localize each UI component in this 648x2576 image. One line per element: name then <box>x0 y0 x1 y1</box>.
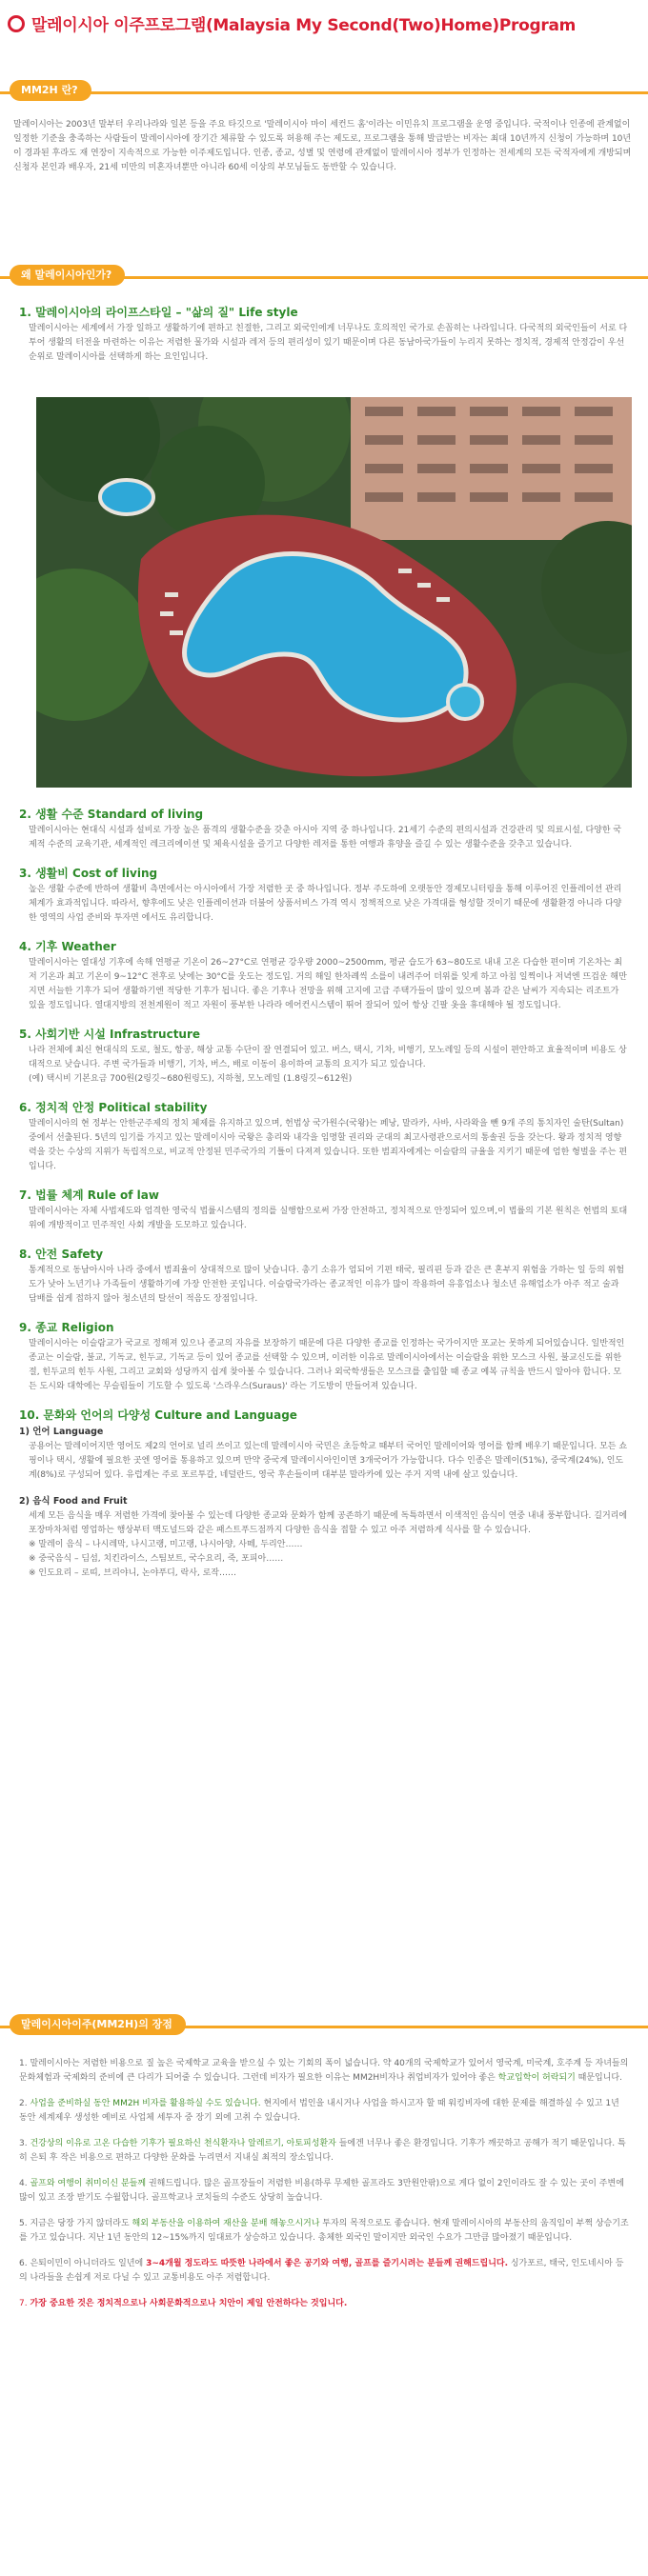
section-heading: 8. 안전 Safety <box>19 1248 104 1261</box>
section-text: 말레이시아는 자체 사법제도와 엄격한 영국식 법률시스템의 정의를 실행함으로써 가장 안전하고, 정치적으로 안정되어 있으며,이 법률의 기본 원칙은 헌법의 토대 위에 개방적이고 민주적인 사회 개발을 도모하고 있습니다. <box>29 1207 628 1230</box>
advantage-item <box>19 2057 629 2086</box>
item-number: 3. <box>19 2139 28 2148</box>
food-note: ※ 말레이 음식 – 나시레막, 나시고랭, 미고랭, 나시아양, 사떼, 두리안…… <box>29 1540 303 1549</box>
section-text: 말레이시아는 세계에서 가장 일하고 생활하기에 편하고 친절한, 그리고 외국인에게 너무나도 호의적인 국가로 손꼽히는 나라입니다. 다국적의 외국인들이 서로 다투어 생활의 터전을 마련하는 이유는 저렴한 물가와 시설과 레저 등의 편리성이 있기 때문이며 다른 동남아국가들이 누리지 못하는 정치적, 경제적 안정감이 우선순위로 말레이시아를 선택하게 하는 요인입니다. <box>29 324 628 362</box>
item-highlight: 학교입학이 허락되기 <box>497 2073 576 2083</box>
why-section-6 <box>19 1100 629 1174</box>
section-heading: 10. 문화와 언어의 다양성 Culture and Language <box>19 1408 297 1422</box>
advantages-list <box>19 2057 629 2323</box>
section-text: 통계적으로 동남아시아 나라 중에서 범죄율이 상대적으로 많이 낮습니다. 총기 소유가 엄되어 기편 태국, 필리핀 등과 같은 큰 혼부지 위험을 가하는 일 등의 위험도가 낮아 노년기나 가족들이 생활하기에 가장 안전한 곳입니다. 이슬람국가라는 종교적인 이유가 많이 작용하여 유흥업소나 청소년 유해업소가 아주 적고 술과 담배를 쉽게 접하지 않아 청소년의 탈선이 적음도 장점입니다. <box>29 1266 625 1304</box>
advantage-item <box>19 2257 629 2286</box>
section-text: 말레이시아는 열대성 기후에 속해 연평균 기온이 26~27°C로 연평균 강우량 2000~2500mm, 평균 습도가 63~80도로 내내 고온 다습한 편이며 기온차는 최저 기온과 최고 기온이 9~12°C 전후로 낮에는 30°C를 웃도는 정도입. 거의 해일 한차례씩 소를이 내려주어 더위를 잊게 하고 아침 일찍이나 저녁엔 뜨겁운 해만 지면 서늘한 기후가 되어 생활하기엔 적당한 기후가 됩니다. 좋은 기후나 전망을 위해 고지에 고급 주택가들이 많이 있으며 봄과 같은 날씨가 지속되는 리조트가 있을 정도입니다. 열대지방의 전천계원이 적고 자원이 풍부한 나라라 에어컨시스템이 뛰어 잘되어 있어 항상 긴팔 옷을 휴대해야 될 정도입니다. <box>29 958 627 1010</box>
why-sections-list <box>19 807 629 1581</box>
advantage-item <box>19 2097 629 2126</box>
why-section-3 <box>19 866 629 926</box>
section-tab-mm2h: MM2H 란? <box>10 80 91 101</box>
section-heading: 6. 정치적 안정 Political stability <box>19 1101 208 1114</box>
section-text: 높은 생활 수준에 반하여 생활비 측면에서는 아시아에서 가장 저렴한 곳 중 하나입니다. 정부 주도하에 오랫동안 경제모니터링을 통해 이루어진 인플레이션 관리체계가 효과적입니다. 따라서, 향후에도 낮은 인플레이션과 더불어 상품서비스 가격 역시 정책적으로 낮은 가격대를 형성할 것이기 때문에 생활환경 아니라 다양한 영역의 사업 준비와 투자면 에서도 유리합니다. <box>29 885 622 923</box>
item-highlight: 가장 중요한 것은 정치적으로나 사회문화적으로나 치안이 제일 안전하다는 것입니다. <box>30 2299 348 2308</box>
item-number: 2. <box>19 2099 28 2108</box>
food-note: ※ 인도요리 – 로띠, 브리야니, 논야푸디, 락사, 로작…… <box>29 1568 237 1578</box>
item-text: 지금은 당장 가지 않더라도 <box>30 2219 132 2228</box>
section-heading: 2. 생활 수준 Standard of living <box>19 808 204 821</box>
food-text: 세계 모든 음식을 매우 저렴한 가격에 찾아볼 수 있는데 다양한 종교와 문화가 함께 공존하기 때문에 독특하면서 이색적인 음식이 연중 내내 풍부합니다. 길거리에 포장마차처럼 영업하는 행상부터 맥도널드와 같은 패스트푸드점까지 다양한 음식을 접할 수 있고 아주 저렴하게 식사를 할 수 있습니다. <box>29 1511 628 1535</box>
item-text: 은퇴이민이 아니더라도 일년에 <box>30 2259 147 2268</box>
why-section-9 <box>19 1320 629 1394</box>
section-tab-advantages: 말레이시아이주(MM2H)의 장점 <box>10 2014 186 2035</box>
section-heading: 5. 사회기반 시설 Infrastructure <box>19 1028 201 1041</box>
item-number: 6. <box>19 2259 28 2268</box>
why-section-10 <box>19 1408 629 1581</box>
item-text: 싱가포르, 태국, 인도네시아 등의 나라들을 손쉽게 저로 다닐 수 있고 교통비용도 아주 저렴합니다. <box>19 2259 624 2283</box>
food-note: ※ 중국음식 – 딤섬, 치킨라이스, 스팀보트, 국수요리, 죽, 포피아…… <box>29 1554 284 1564</box>
item-highlight: 해외 부동산을 이용하여 재산을 분배 해놓으시거나 <box>132 2219 320 2228</box>
item-highlight: 건강상의 이유로 고온 다습한 기후가 필요하신 천식환자나 알레르기, 아토피성환자 <box>30 2139 336 2148</box>
section-heading: 3. 생활비 Cost of living <box>19 867 158 880</box>
item-text: 현지에서 법인을 내시거나 사업을 하시고자 할 때 워킹비자에 대한 문제를 해결하실 수 있고 1년 동안 세계제우 생성한 예비로 사업체 세투자 중 장기 외에 고취 수 있습니다. <box>19 2099 619 2123</box>
advantage-item <box>19 2137 629 2166</box>
advantage-item <box>19 2177 629 2206</box>
section-heading: 4. 기후 Weather <box>19 940 116 953</box>
section-text: 말레이시아의 현 정부는 안한군주제의 정치 체제를 유지하고 있으며, 헌법상 국가원수(국왕)는 페낭, 말라카, 사바, 사라왁을 뺀 9개 주의 통치자인 술탄(Sultan)중에서 선출된다. 5년의 임기를 가지고 있는 말레이시아 국왕은 총리와 내각을 임명할 권리와 군대의 최고사령관으로서의 통솔권 등을 갖는다. 왕과 정치적 영향력을 갖는 수상의 지위가 독립적으로, 비교적 안정된 민주국가의 기틀이 다져져 있습니다. 또한 범죄자에게는 이슬람의 규율을 지키기 때문에 엄한 형벌을 주는 편입니다. <box>29 1119 628 1171</box>
circle-icon <box>8 15 25 32</box>
mm2h-text: 말레이시아는 2003년 말부터 우리나라와 일본 등을 주요 타깃으로 '말레이시아 마이 세컨드 홈'이라는 이민유치 프로그램을 운영 중입니다. 국적이나 인종에 관계없이 일정한 기준을 충족하는 사람들이 말레이시아에 장기간 체류할 수 있도록 허용해 주는 제도로, 프로그램을 통해 발급받는 비자는 최대 10년까지 신청이 가능하며 10년이 경과된 후라도 재 연장이 지속적으로 가능한 이주제도입니다. 인종, 종교, 성별 및 연령에 관계없이 말레이시아 정부가 인정하는 전세계의 모든 국적자에게 개방되며 신청자 본인과 배우자, 21세 미만의 미혼자녀뿐만 아니라 60세 이상의 부모님들도 동반할 수 있습니다. <box>13 120 632 172</box>
item-text: 들에겐 너무나 좋은 환경입니다. 기후가 깨끗하고 공해가 적기 때문입니다. 특히 은퇴 후 작은 비용으로 편하고 다양한 문화를 누리면서 지내실 최적의 장소입니다. <box>19 2139 626 2163</box>
advantage-item <box>19 2217 629 2246</box>
why-section-2 <box>19 807 629 852</box>
why-section-1 <box>19 305 629 365</box>
why-section-5 <box>19 1027 629 1087</box>
item-text: 말레이시아는 저렴한 비용으로 질 높은 국제학교 교육을 받으실 수 있는 기회의 폭이 넓습니다. 약 40개의 국제학교가 있어서 영국계, 미국계, 호주계 등 자녀들의 문화체험과 국제화의 준비에 큰 다리가 되어줄 수 있습니다. 그런데 비자가 필요한 이유는 MM2H비자나 취업비자가 있어야 좋은 <box>19 2059 629 2083</box>
subsection-heading: 1) 언어 Language <box>19 1427 104 1437</box>
why-section-7 <box>19 1188 629 1233</box>
item-highlight: 골프와 여행이 취미이신 분들께 <box>30 2179 147 2188</box>
item-number: 5. <box>19 2219 28 2228</box>
language-text: 공용어는 말레이어지만 영어도 제2의 언어로 널리 쓰이고 있는데 말레이시아 국민은 초등학교 때부터 국어인 말레이어와 영어를 함께 배우기 때문입니다. 모든 쇼핑이나 택시, 생활에 필요한 곳엔 영어를 통용하고 있으며 만약 중국계 말레이시아인이면 3개국어가 가능합니다. 다수 인종은 말레이(51%), 중국계(24%), 인도계(8%)로 구성되어 있다. 유럽계는 주로 포르투갈, 네덜란드, 영국 후손들이며 대부분 말라카에 있는 주거 지역 내에 살고 있습니다. <box>29 1442 628 1480</box>
mm2h-description <box>13 118 633 175</box>
why-section-8 <box>19 1247 629 1307</box>
pool-illustration <box>36 397 632 788</box>
section-text: 말레이시아는 현대식 시설과 설비로 가장 높은 품격의 생활수준을 갖춘 아시아 지역 중 하나입니다. 21세기 수준의 편의시설과 건강관리 및 의료시설, 다양한 국제적 수준의 교육기관, 세계적인 레크리에이션 및 체육시설을 즐기고 다양한 레저를 통한 여행과 휴양을 즐길 수 있는 생활수준을 갖추고 있습니다. <box>29 826 622 849</box>
page-title-text: 말레이시아 이주프로그램(Malaysia My Second(Two)Home)Program <box>31 16 577 35</box>
section-tab-why: 왜 말레이시아인가? <box>10 265 125 286</box>
section-heading: 1. 말레이시아의 라이프스타일 – "삶의 질" Life style <box>19 306 298 319</box>
section-text: 말레이시아는 이슬람교가 국교로 정해져 있으나 종교의 자유를 보장하기 때문에 다른 다양한 종교를 인정하는 국가이지만 포교는 못하게 되어있습니다. 일반적인 종교는 이슬람, 불교, 기독교, 힌두교, 기독교 등이 있어 종교를 선택할 수 있으며, 이러한 이유로 말레이시아에서는 이슬람을 위한 모스크 사원, 불교신도를 위한 절, 힌두교의 힌두 사원, 그리고 교회와 성당까지 쉽게 찾아볼 수 있습니다. 그러나 외국학생들은 모스크를 출입할 때 종교 예복 규칙을 반드시 알아야 합니다. 모든 도시와 대학에는 무슬림들이 기도할 수 있도록 '스라우스(Suraus)' 라는 기도방이 만들어져 있습니다. <box>29 1339 625 1391</box>
why-section-4 <box>19 939 629 1013</box>
subsection-heading: 2) 음식 Food and Fruit <box>19 1496 128 1507</box>
section-heading: 9. 종교 Religion <box>19 1321 114 1334</box>
section-text: 나라 전체에 최신 현대식의 도로, 철도, 항공, 해상 교통 수단이 잘 연결되어 있고. 버스, 택시, 기차, 비행기, 모노레일 등의 시설이 편안하고 효율적이며 비용도 상대적으로 낮습니다. 주변 국가들과 비행기, 기차, 버스, 배로 이동이 용이하여 교통의 요지가 되고 있습니다. <box>29 1046 627 1069</box>
item-highlight: 사업을 준비하실 동안 MM2H 비자를 활용하실 수도 있습니다. <box>30 2099 261 2108</box>
item-number: 7. <box>19 2299 28 2308</box>
page-title <box>8 11 576 35</box>
section-divider <box>0 91 648 94</box>
section-heading: 7. 법률 체계 Rule of law <box>19 1188 159 1202</box>
item-number: 4. <box>19 2179 28 2188</box>
resort-pool-photo <box>36 397 632 788</box>
section-note: (예) 택시비 기본요금 700원(2링깃~680원링도), 지하철, 모노레일 (1.8링깃~612원) <box>29 1074 353 1084</box>
item-highlight: 3~4개월 정도라도 따뜻한 나라에서 좋은 공기와 여행, 골프를 즐기시려는 분들께 권해드립니다. <box>146 2259 508 2268</box>
advantage-item <box>19 2297 629 2311</box>
item-text: 권해드립니다. 많은 골프장들이 저렴한 비용(하루 무제한 골프라도 3만원안팎)으로 게다 없이 2인이라도 잘 수 있는 곳이 주변에 많이 있고 조장 받기도 수월합니다. 골프학교나 코치들의 수준도 상당히 높습니다. <box>19 2179 624 2203</box>
item-number: 1. <box>19 2059 28 2068</box>
item-text: 때문입니다. <box>575 2073 622 2083</box>
item-text: 투자의 목적으로도 좋습니다. 현재 말레이시아의 부동산의 움직임이 부쩍 상승기조를 가고 있습니다. 지난 1년 동안의 12~15%까지 임대료가 상승하고 있습니다. 총체한 외국인 말이지만 외국인 수요가 그만큼 많아졌기 때문입니다. <box>19 2219 629 2243</box>
